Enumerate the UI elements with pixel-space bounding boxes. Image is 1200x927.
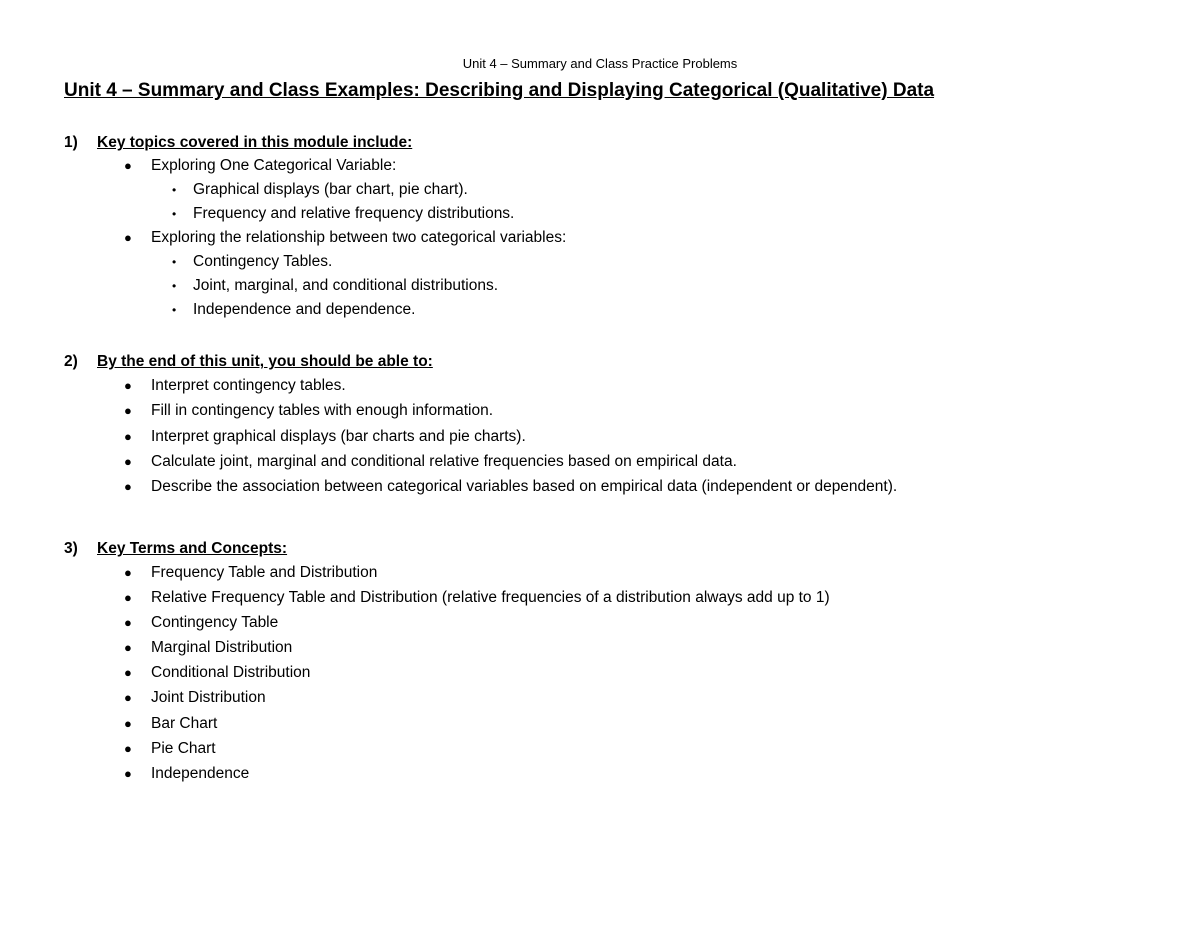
sub-bullet-icon: • <box>172 279 177 293</box>
sub-list-item <box>64 178 1180 202</box>
list-item-text: Calculate joint, marginal and conditional relative frequencies based on empirical data. <box>151 452 737 470</box>
list-item <box>64 711 1180 736</box>
section-learning-outcomes <box>64 351 1180 499</box>
list-item-text: Exploring One Categorical Variable: <box>151 157 397 174</box>
list-item-text: Contingency Table <box>151 614 279 632</box>
section-heading <box>64 351 1180 373</box>
list-item <box>64 154 1180 226</box>
topic-list <box>64 154 1180 322</box>
sub-bullet-icon: • <box>172 183 177 197</box>
bullet-icon: ● <box>124 479 132 495</box>
section-heading <box>64 132 1180 154</box>
list-item-text: Independence <box>151 764 250 782</box>
section-key-topics <box>64 132 1180 322</box>
section-heading <box>64 538 1180 560</box>
list-item <box>64 373 1180 398</box>
bullet-icon: ● <box>124 715 132 731</box>
list-item <box>64 585 1180 610</box>
document-title: Unit 4 – Summary and Class Examples: Describing and Displaying Categorical (Qualitative) Data <box>64 80 935 101</box>
bullet-icon: ● <box>124 230 132 245</box>
bullet-icon: ● <box>124 378 132 393</box>
section-number: 3) <box>64 540 78 557</box>
bullet-icon: ● <box>124 765 132 781</box>
list-item-text: Exploring the relationship between two categorical variables: <box>151 229 567 246</box>
bullet-icon: ● <box>124 403 132 419</box>
sub-list-item <box>64 202 1180 226</box>
list-item <box>64 560 1180 585</box>
list-item-text: Relative Frequency Table and Distribution (relative frequencies of a distribution always add up to 1) <box>151 589 830 607</box>
list-item <box>64 685 1180 710</box>
sub-list-item-text: Frequency and relative frequency distributions. <box>193 205 515 222</box>
list-item <box>64 635 1180 660</box>
bullet-icon: ● <box>124 565 132 580</box>
list-item-text: Interpret contingency tables. <box>151 377 346 394</box>
list-item-text: Frequency Table and Distribution <box>151 564 378 581</box>
bullet-icon: ● <box>124 453 132 469</box>
list-item-text: Joint Distribution <box>151 689 266 707</box>
list-item <box>64 398 1180 423</box>
sub-list-item-text: Independence and dependence. <box>193 301 416 318</box>
list-item-text: Fill in contingency tables with enough information. <box>151 402 494 420</box>
sub-list-item <box>64 250 1180 274</box>
section-heading-text: By the end of this unit, you should be able to: <box>97 353 433 370</box>
running-header: Unit 4 – Summary and Class Practice Problems <box>462 56 738 71</box>
list-item-text: Marginal Distribution <box>151 639 293 657</box>
sub-bullet-icon: • <box>172 207 177 221</box>
sub-list-item <box>64 298 1180 322</box>
list-item <box>64 449 1180 474</box>
list-item <box>64 226 1180 322</box>
terms-list <box>64 560 1180 786</box>
sub-list-item-text: Joint, marginal, and conditional distributions. <box>193 277 499 294</box>
bullet-icon: ● <box>124 428 132 444</box>
bullet-icon: ● <box>124 665 132 681</box>
bullet-icon: ● <box>124 640 132 656</box>
list-item <box>64 424 1180 449</box>
list-item-text: Interpret graphical displays (bar charts and pie charts). <box>151 427 526 445</box>
list-item-text: Pie Chart <box>151 739 216 757</box>
outcome-list <box>64 373 1180 499</box>
section-heading-text: Key Terms and Concepts: <box>97 540 288 557</box>
section-number: 1) <box>64 134 78 151</box>
section-heading-text: Key topics covered in this module include: <box>97 134 413 151</box>
sub-list-item <box>64 274 1180 298</box>
sub-list-item-text: Graphical displays (bar chart, pie chart). <box>193 181 468 198</box>
bullet-icon: ● <box>124 690 132 706</box>
sub-bullet-icon: • <box>172 255 177 269</box>
bullet-icon: ● <box>124 590 132 606</box>
list-item-text: Conditional Distribution <box>151 664 311 682</box>
bullet-icon: ● <box>124 740 132 756</box>
bullet-icon: ● <box>124 158 132 173</box>
list-item-text: Bar Chart <box>151 714 218 732</box>
sub-list-item-text: Contingency Tables. <box>193 253 333 270</box>
list-item-text: Describe the association between categorical variables based on empirical data (independent or dependent). <box>151 478 898 496</box>
list-item <box>64 736 1180 761</box>
list-item <box>64 474 1180 499</box>
section-number: 2) <box>64 353 78 370</box>
list-item <box>64 610 1180 635</box>
sub-bullet-icon: • <box>172 303 177 317</box>
section-key-terms <box>64 538 1180 786</box>
list-item <box>64 761 1180 786</box>
list-item <box>64 660 1180 685</box>
bullet-icon: ● <box>124 615 132 631</box>
